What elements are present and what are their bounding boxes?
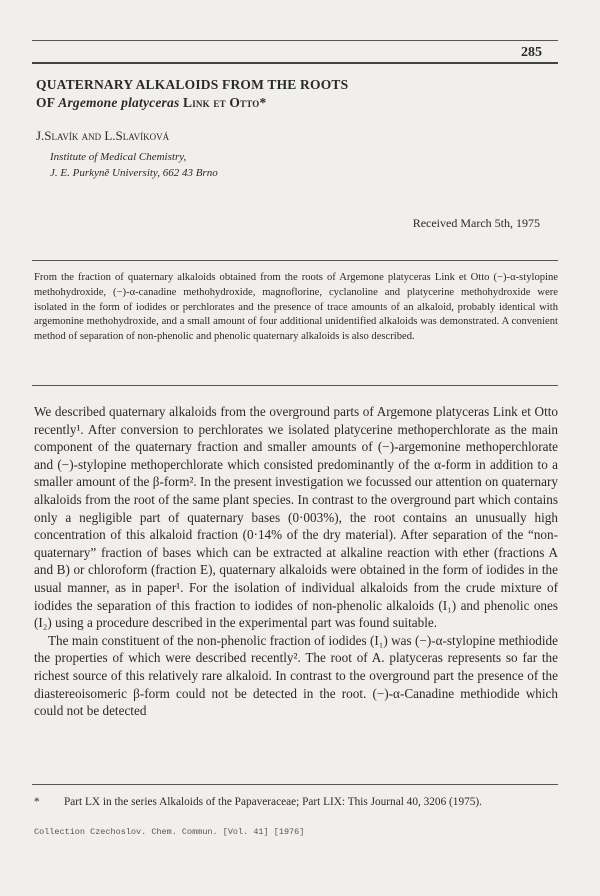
header-rule-top xyxy=(32,40,558,41)
affiliation xyxy=(50,149,218,181)
footnote xyxy=(34,796,558,808)
received-date: Received March 5th, 1975 xyxy=(412,216,540,230)
header-rule-bottom xyxy=(32,62,558,64)
body-paragraph-1: We described quaternary alkaloids from the overground parts of Argemone platyceras Link et Otto recently¹. After conversion to perchlorates we isolated platycerine methoperchlorate as the main component of the quaternary fraction and smaller amounts of (−)-argemonine methoperchlorate and (−)-stylopine methoperchlorate which consisted predominantly of the α-form in addition to a smaller amount of the β-form². In the present investigation we focussed our attention on quaternary alkaloids from the root of the same plant species. In contrast to the overground part which contains only a negligible part of quaternary bases (0·003%), the root contains an unusually high concentration of this alkaloid fraction (0·14% of the dry material). After separation of the “non-quaternary” fraction of bases which can be extracted at alkaline reaction with ether (fractions A and B) or chloroform (fraction E), quaternary alkaloids were obtained in the form of iodides in the usual manner, as in paper¹. For the isolation of individual alkaloids from the crude mixture of iodides the separation of this fraction to iodides of non-phenolic alkaloids (I₁) and phenolic ones (I₂) using a procedure described in the experimental part was found suitable. xyxy=(34,404,558,631)
title-line-2 xyxy=(36,94,348,112)
article-title xyxy=(36,76,348,112)
body-text xyxy=(34,403,558,720)
affiliation-line-2: J. E. Purkyně University, 662 43 Brno xyxy=(50,167,218,179)
title-authority: Link et Otto* xyxy=(182,95,267,110)
footnote-mark: * xyxy=(34,796,40,808)
title-line-1: QUATERNARY ALKALOIDS FROM THE ROOTS xyxy=(36,77,349,92)
abstract-rule-bottom xyxy=(32,385,558,386)
abstract: From the fraction of quaternary alkaloids obtained from the roots of Argemone platyceras Link et Otto (−)-α-stylopine methohydroxide, (−)-α-canadine methohydroxide, magnoflorine, cyclanoline and platycerine methohydroxide were isolated in the form of iodides or perchlorates and the presence of trace amounts of an alkaloid, probably identical with argemonine methohydroxide, and a small amount of four additional unidentified alkaloids was demonstrated. A convenient method of separation of non-phenolic and phenolic quaternary alkaloids is also described. xyxy=(34,272,558,343)
body-paragraph-2: The main constituent of the non-phenolic fraction of iodides (I₁) was (−)-α-stylopine methiodide the properties of which were described recently². The root of A. platyceras represents so far the richest source of this relatively rare alkaloid. In contrast to the overground part the presence of the diastereoisomeric β-form could not be detected in the root. (−)-α-Canadine methiodide which could not be detected xyxy=(34,632,558,719)
title-prefix: OF xyxy=(36,95,59,110)
footnote-text: Part LX in the series Alkaloids of the Papaveraceae; Part LIX: This Journal 40, 3206 (1975). xyxy=(64,796,482,808)
page-number: 285 xyxy=(521,45,542,60)
footnote-rule xyxy=(32,784,558,785)
affiliation-line-1: Institute of Medical Chemistry, xyxy=(50,151,187,163)
abstract-rule-top xyxy=(32,260,558,261)
authors: J.Slavík and L.Slavíková xyxy=(36,128,170,143)
journal-citation: Collection Czechoslov. Chem. Commun. [Vol. 41] [1976] xyxy=(34,827,305,837)
title-species: Argemone platyceras xyxy=(58,95,180,110)
